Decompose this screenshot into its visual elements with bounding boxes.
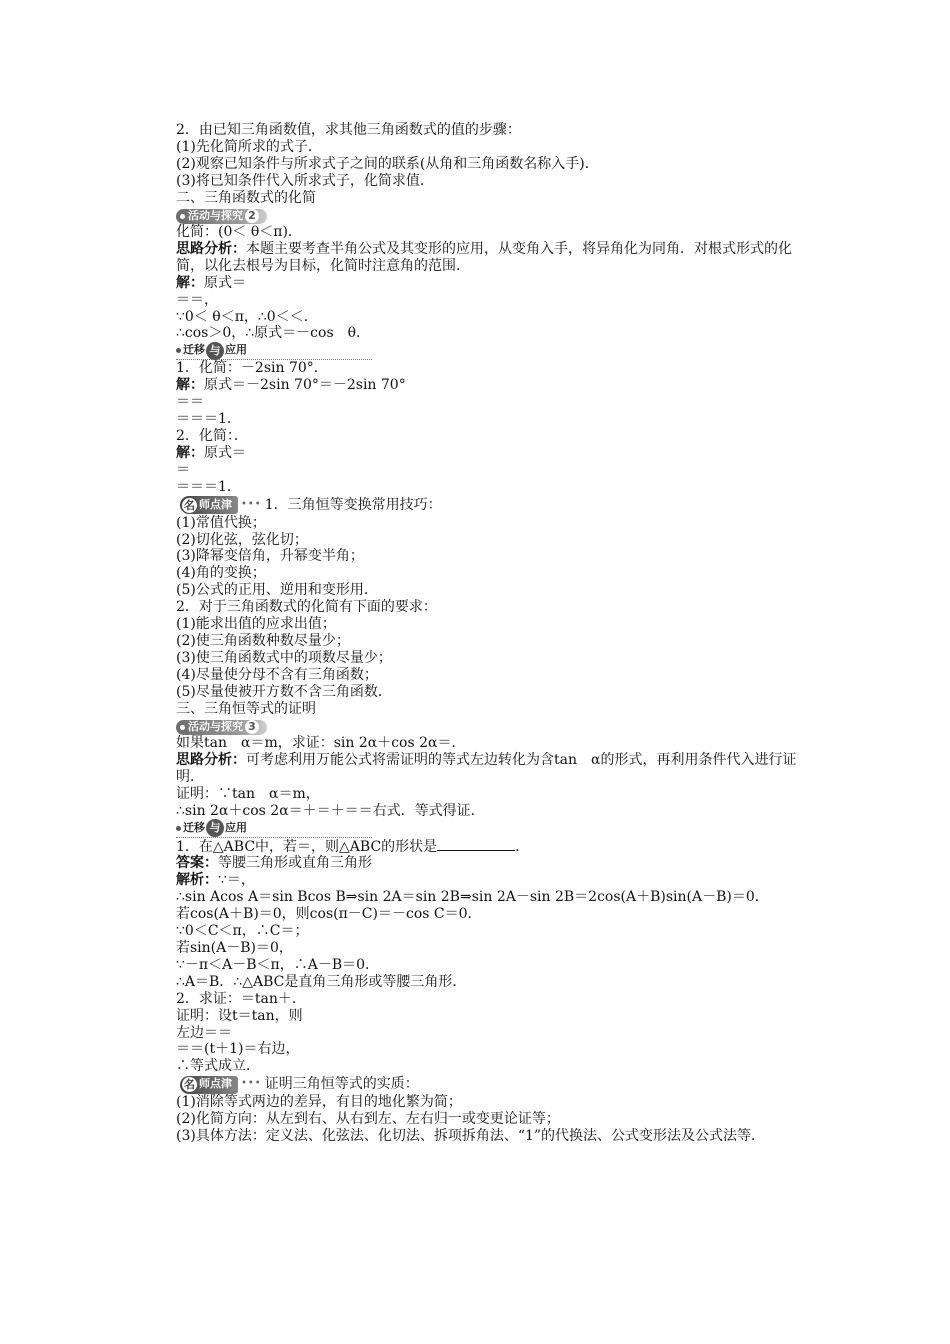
text-line: ＝＝， <box>176 291 218 308</box>
answer-text: 等腰三角形或直角三角形 <box>218 855 372 872</box>
text-paragraph <box>176 241 816 275</box>
text-line: ∴A＝B．∴△ABC是直角三角形或等腰三角形． <box>176 973 467 990</box>
text-line <box>176 377 816 394</box>
text-line: ∴sin 2α＋cos 2α＝＋＝＋＝＝右式．等式得证． <box>176 802 485 819</box>
teacher-tips-line <box>176 1075 816 1094</box>
analysis-label: 思路分析： <box>176 751 246 768</box>
text-line: ∵0＜ θ＜π，∴0＜＜． <box>176 308 318 325</box>
bullet-dot <box>176 348 181 353</box>
text-line: 若cos(A＋B)＝0，则cos(π－C)＝－cos C＝0． <box>176 906 482 923</box>
question-text: 1．在△ABC中，若＝，则△ABC的形状是 <box>176 838 438 855</box>
bullet-dot <box>180 214 185 219</box>
text-line: 左边＝＝ <box>176 1024 232 1041</box>
text-line: ∵0＜C＜π，∴C＝； <box>176 923 309 940</box>
activity-label: 活动与探究 <box>188 208 243 222</box>
migration-circle-label: 与 <box>206 819 224 837</box>
text-line: 2．对于三角函数式的化简有下面的要求： <box>176 599 437 616</box>
dots-decoration: ••• <box>241 498 262 510</box>
section-heading: 三、三角恒等式的证明 <box>176 700 316 717</box>
teacher-circle-label: 名 <box>184 1078 195 1092</box>
text-line: 2．由已知三角函数值，求其他三角函数式的值的步骤： <box>176 122 521 138</box>
teacher-circle-label: 名 <box>184 498 195 512</box>
solution-text: 原式＝ <box>204 274 246 291</box>
text-line: ＝ <box>176 461 190 478</box>
text-line: (2)使三角函数种数尽量少； <box>176 632 350 649</box>
text-line: (3)将已知条件代入所求式子，化简求值． <box>176 172 434 189</box>
text-line: (5)公式的正用、逆用和变形用． <box>176 582 378 599</box>
text-line: (4)尽量使分母不含有三角函数； <box>176 666 378 683</box>
activity-badge-2 <box>176 209 267 224</box>
text-line: (1)常值代换； <box>176 514 266 531</box>
analysis-label: 解析： <box>176 872 218 889</box>
analysis-text: 可考虑利用万能公式将需证明的等式左边转化为含tan α的形式，再利用条件代入进行证明． <box>176 751 797 785</box>
text-line: 证明：设t＝tan，则 <box>176 1007 303 1024</box>
activity-badge-3 <box>176 720 267 735</box>
solution-text: 原式＝ <box>204 444 246 461</box>
text-line: (1)先化简所求的式子． <box>176 138 322 155</box>
text-line: ∵－π＜A－B＜π，∴A－B＝0． <box>176 956 380 973</box>
text-line: ＝＝＝1． <box>176 478 241 495</box>
teacher-label: 师点津 <box>199 1077 232 1091</box>
text-line: ＝＝ <box>176 394 204 411</box>
text-line: (2)化简方向：从左到右、从右到左、左右归一或变更论证等； <box>176 1111 560 1128</box>
text-line: 1．三角恒等变换常用技巧： <box>264 496 442 513</box>
text-line: 1．化简：－2sin 70°． <box>176 360 328 377</box>
teacher-tips-line <box>176 496 816 515</box>
migration-circle-label: 与 <box>206 342 224 360</box>
bullet-dot <box>180 725 185 730</box>
text-line: (3)使三角函数式中的项数尽量少； <box>176 649 392 666</box>
activity-label: 活动与探究 <box>188 719 243 733</box>
text-line: 2．化简：． <box>176 428 248 444</box>
text-line: ∴cos＞0，∴原式＝－cos θ． <box>176 325 371 342</box>
solution-label: 解： <box>176 377 204 394</box>
teacher-label: 师点津 <box>199 497 232 511</box>
solution-label: 解： <box>176 274 204 291</box>
text-line: (2)切化弦，弦化切； <box>176 531 308 548</box>
activity-number: 3 <box>245 720 259 734</box>
text-line: (1)能求出值的应求出值； <box>176 616 336 633</box>
solution-text: 原式＝－2sin 70°＝－2sin 70° <box>204 377 406 394</box>
text-line: (5)尽量使被开方数不含三角函数． <box>176 683 392 700</box>
dots-decoration: ••• <box>241 1078 262 1090</box>
migration-label-b: 应用 <box>225 343 247 357</box>
analysis-text: ∵＝， <box>218 872 255 889</box>
text-line: (3)降幂变倍角，升幂变半角； <box>176 548 364 565</box>
text-paragraph <box>176 752 816 786</box>
text-line: (4)角的变换； <box>176 565 266 582</box>
migration-application-badge <box>176 342 372 360</box>
text-line <box>176 872 816 889</box>
analysis-text: 本题主要考查半角公式及其变形的应用，从变角入手，将异角化为同角．对根式形式的化简，以化去根号为目标，化简时注意角的范围． <box>176 240 792 274</box>
document-page <box>176 122 816 1145</box>
migration-application-badge <box>176 820 372 838</box>
text-line: 若sin(A－B)＝0， <box>176 939 293 956</box>
migration-label-a: 迁移 <box>183 343 205 357</box>
teacher-tips-badge <box>180 1076 238 1094</box>
text-paragraph: ∴sin Acos A＝sin Bcos B⇒sin 2A＝sin 2B⇒sin 2A－sin 2B＝2cos(A＋B)sin(A－B)＝0． <box>176 889 769 906</box>
text-line <box>176 855 816 872</box>
migration-label-a: 迁移 <box>183 820 205 834</box>
text-line: 证明三角恒等式的实质： <box>264 1076 419 1093</box>
text-line <box>176 275 816 292</box>
text-line: (2)观察已知条件与所求式子之间的联系(从角和三角函数名称入手)． <box>176 155 599 172</box>
text-line: 如果tan α＝m，求证：sin 2α＋cos 2α＝． <box>176 735 466 751</box>
analysis-label: 思路分析： <box>176 240 246 257</box>
activity-number: 2 <box>245 209 259 223</box>
text-line <box>176 838 816 856</box>
question-end: ． <box>515 838 530 855</box>
text-line: ＝＝(t＋1)＝右边， <box>176 1041 300 1058</box>
text-line: 化简：(0＜ θ＜π)． <box>176 224 302 241</box>
bullet-dot <box>176 826 181 831</box>
text-line: ∴等式成立． <box>176 1058 260 1075</box>
solution-label: 解： <box>176 444 204 461</box>
text-paragraph: (3)具体方法：定义法、化弦法、化切法、拆项拆角法、“1”的代换法、公式变形法及公式法等． <box>176 1128 766 1145</box>
text-line: 证明：∵tan α＝m， <box>176 785 320 802</box>
text-line: (1)消除等式两边的差异，有目的地化繁为简； <box>176 1094 462 1111</box>
answer-blank <box>437 838 515 851</box>
text-line <box>176 445 816 462</box>
migration-label-b: 应用 <box>225 820 247 834</box>
answer-label: 答案： <box>176 855 218 872</box>
text-line: 2．求证：＝tan＋． <box>176 990 306 1007</box>
teacher-tips-badge <box>180 496 238 514</box>
section-heading: 二、三角函数式的化简 <box>176 189 316 206</box>
text-line: ＝＝＝1． <box>176 411 241 428</box>
